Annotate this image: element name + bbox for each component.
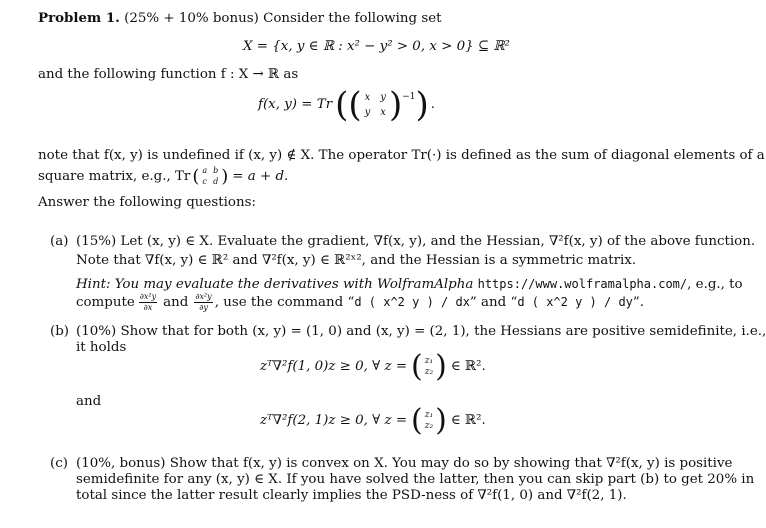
problem-points: (25% + 10% bonus) Consider the following set: [124, 11, 442, 26]
answer-prompt: Answer the following questions:: [38, 195, 256, 210]
command-dx: d ( x^2 y ) / dx: [354, 294, 470, 309]
part-c-line-3: total since the latter result clearly implies the PSD-ness of ∇²f(1, 0) and ∇²f(2, 1).: [76, 488, 627, 503]
part-a-hint: Hint: You may evaluate the derivatives with WolframAlpha https://www.wolframalpha.com/, e.g., to: [76, 277, 743, 292]
note-line-1: note that f(x, y) is undefined if (x, y) ∉ X. The operator Tr(·) is defined as the sum of diagonal elements of a: [38, 148, 765, 163]
psd-equation-2: zᵀ∇²f(2, 1)z ≥ 0, ∀ z = ( z₁ z₂ ) ∈ ℝ².: [260, 403, 486, 438]
part-c-label: (c): [50, 456, 68, 471]
fraction-dy: ∂x²y ∂y: [195, 292, 212, 312]
set-definition: X = {x, y ∈ ℝ : x² − y² > 0, x > 0} ⊆ ℝ²: [243, 39, 510, 54]
part-a-label: (a): [50, 234, 69, 249]
part-c-line-2: semidefinite for any (x, y) ∈ X. If you have solved the latter, then you can skip part (b) to get 20% in: [76, 472, 755, 487]
part-c-line-1: (10%, bonus) Show that f(x, y) is convex on X. You may do so by showing that ∇²f(x, y) is positive: [76, 456, 733, 471]
part-b-line-2: it holds: [76, 340, 127, 355]
function-lhs: f(x, y) = Tr: [258, 97, 333, 113]
vector-z-1: z₁ z₂: [424, 355, 434, 377]
psd-equation-1: zᵀ∇²f(1, 0)z ≥ 0, ∀ z = ( z₁ z₂ ) ∈ ℝ².: [260, 349, 486, 384]
command-dy: d ( x^2 y ) / dy: [517, 294, 633, 309]
part-b-label: (b): [50, 324, 70, 339]
part-a-line-1: (15%) Let (x, y) ∈ X. Evaluate the gradient, ∇f(x, y), and the Hessian, ∇²f(x, y) of the above function.: [76, 234, 756, 249]
problem-title: Problem 1.: [38, 10, 120, 26]
problem-header: [38, 10, 442, 28]
function-definition: f(x, y) = Tr ( ( x y y x ) −1 ) .: [258, 85, 436, 125]
note-matrix: a b c d: [202, 165, 219, 187]
part-a-compute: compute ∂x²y ∂x and ∂x²y ∂y , use the command “ d ( x^2 y ) / dx ” and “ d ( x^2 y ) / dy ”.: [76, 292, 645, 312]
note-line-2: square matrix, e.g., Tr ( a b c d ) = a + d.: [38, 165, 289, 187]
vector-z-2: z₁ z₂: [424, 409, 434, 431]
part-b-line-1: (10%) Show that for both (x, y) = (1, 0) and (x, y) = (2, 1), the Hessians are positive semidefinite, i.e.,: [76, 324, 766, 339]
function-exponent: −1: [402, 92, 416, 102]
function-matrix: x y y x: [364, 92, 386, 118]
function-intro: and the following function f : X → ℝ as: [38, 67, 299, 82]
wolfram-link[interactable]: https://www.wolframalpha.com/: [477, 277, 688, 291]
part-a-line-2: Note that ∇f(x, y) ∈ ℝ² and ∇²f(x, y) ∈ ℝ²ˣ², and the Hessian is a symmetric matrix.: [76, 253, 637, 268]
fraction-dx: ∂x²y ∂x: [139, 292, 157, 312]
and-word: and: [76, 394, 102, 409]
